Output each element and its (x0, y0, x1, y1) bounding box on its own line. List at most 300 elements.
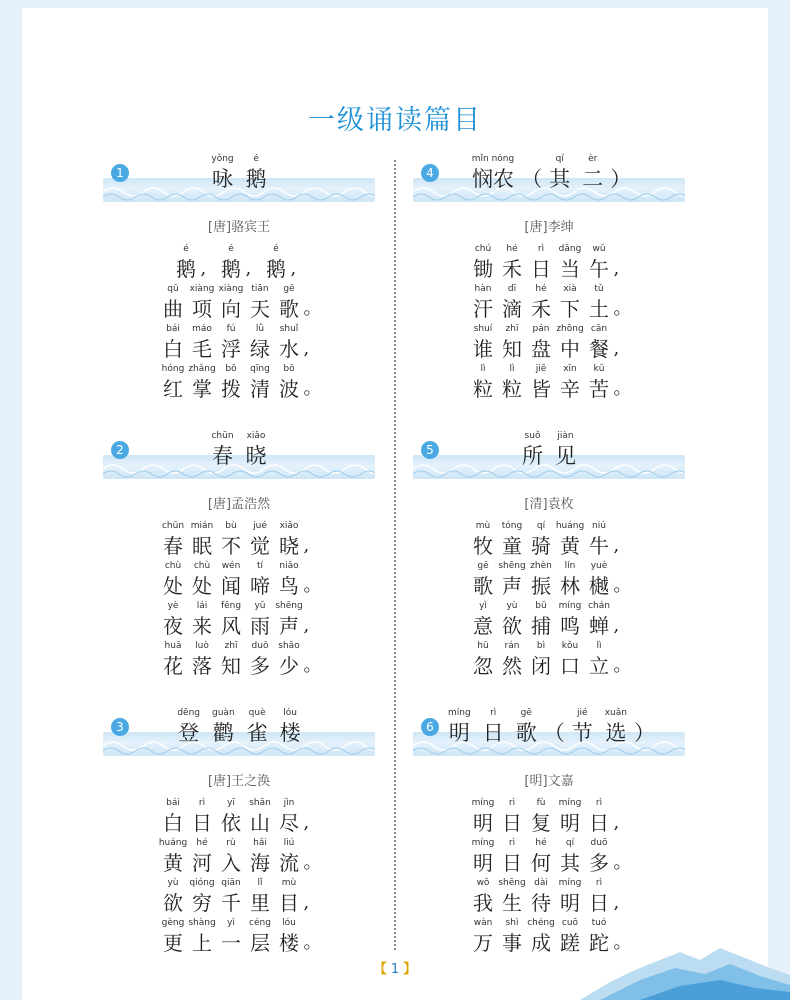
line-char (247, 876, 274, 916)
line-char (218, 242, 245, 282)
page-frame-right (768, 0, 790, 1000)
pinyin: mù (475, 521, 491, 531)
hanzi: 日 (192, 811, 212, 835)
bracket: ] (226, 497, 232, 512)
hanzi: 眠 (192, 534, 212, 558)
hanzi: 夜 (163, 614, 183, 638)
pinyin: lǐ (257, 878, 263, 888)
title-char (610, 152, 631, 192)
line-char (189, 876, 216, 916)
hanzi: 水 (279, 337, 299, 361)
page-number: 【 1 】 (373, 962, 417, 977)
line-char (528, 322, 555, 362)
line-char (470, 362, 497, 402)
line-char (557, 282, 584, 322)
hanzi: 穷 (192, 891, 212, 915)
pinyin: liú (283, 838, 295, 848)
pinyin: fù (536, 798, 546, 808)
pinyin: mǐn nóng (471, 154, 515, 164)
line-char (499, 519, 526, 559)
hanzi: 牧 (473, 534, 493, 558)
title-char (211, 429, 233, 469)
poem-title (448, 706, 655, 746)
pinyin: huā (164, 641, 182, 651)
hanzi: 鹅 (245, 167, 267, 191)
hanzi: 鸟 (279, 574, 299, 598)
pinyin: dài (534, 878, 548, 888)
line-char (160, 519, 187, 559)
pinyin: lái (196, 601, 208, 611)
line-char (276, 639, 303, 679)
hanzi: 二 (582, 167, 604, 191)
hanzi: 中 (560, 337, 580, 361)
pinyin: rù (226, 838, 236, 848)
hanzi: 知 (502, 337, 522, 361)
pinyin: chéng (527, 918, 555, 928)
punctuation: 。 (613, 575, 632, 596)
hanzi: 粒 (473, 377, 493, 401)
pinyin: wǔ (592, 244, 606, 254)
line-char (557, 796, 584, 836)
poem-line (103, 362, 375, 402)
line-char (276, 599, 303, 639)
hanzi: 土 (589, 297, 609, 321)
poem-line (413, 559, 685, 599)
hanzi: 向 (221, 297, 241, 321)
line-char (218, 639, 245, 679)
line-char (218, 796, 245, 836)
hanzi: 明 (473, 811, 493, 835)
line-char (218, 916, 245, 956)
pinyin: wàn (473, 918, 493, 928)
hanzi: ） (633, 721, 655, 745)
line-char (557, 639, 584, 679)
bracket: ] (542, 220, 548, 235)
line-char (276, 559, 303, 599)
punctuation: 。 (303, 378, 322, 399)
poem-line (413, 519, 685, 559)
hanzi: 立 (589, 654, 609, 678)
bracket: ] (226, 220, 232, 235)
title-char (516, 706, 537, 746)
line-char (218, 519, 245, 559)
line-char (276, 322, 303, 362)
hanzi: 浮 (221, 337, 241, 361)
punctuation: 。 (613, 932, 632, 953)
pinyin: wén (221, 561, 241, 571)
left-column (103, 152, 375, 983)
hanzi: 骑 (531, 534, 551, 558)
hanzi: ） (610, 167, 632, 191)
dynasty: 唐 (212, 774, 226, 789)
hanzi: 项 (192, 297, 212, 321)
hanzi: 其 (549, 167, 571, 191)
pinyin: jiàn (557, 431, 574, 441)
hanzi: 悯农 (472, 167, 514, 191)
pinyin: mián (190, 521, 214, 531)
title-char (246, 152, 267, 192)
bracket: [ (524, 497, 530, 512)
hanzi: 粒 (502, 377, 522, 401)
line-char (470, 876, 497, 916)
hanzi: 一 (221, 931, 241, 955)
punctuation: 。 (613, 298, 632, 319)
hanzi: 目 (279, 891, 299, 915)
punctuation: , (613, 812, 620, 833)
pinyin: qí (536, 521, 546, 531)
line-char (247, 282, 274, 322)
line-char (528, 836, 555, 876)
pinyin: chán (588, 601, 610, 611)
line-char (470, 796, 497, 836)
pinyin: rì (198, 798, 206, 808)
poem-author (103, 493, 375, 511)
hanzi: 歌 (473, 574, 493, 598)
hanzi: 事 (502, 931, 522, 955)
pinyin: niǎo (279, 561, 299, 571)
poem-title-band (413, 706, 685, 758)
hanzi: 海 (250, 851, 270, 875)
hanzi: 生 (502, 891, 522, 915)
hanzi: 节 (571, 721, 593, 745)
poem-line (103, 639, 375, 679)
line-char (276, 876, 303, 916)
poem-number-badge: 3 (111, 718, 129, 736)
pinyin: yì (479, 601, 487, 611)
pinyin: qióng (189, 878, 215, 888)
right-column (413, 152, 685, 983)
poem-line (413, 282, 685, 322)
poem-title-band (103, 706, 375, 758)
poem-number-badge: 2 (111, 441, 129, 459)
pinyin: qīng (250, 364, 270, 374)
line-char (247, 639, 274, 679)
hanzi: 童 (502, 534, 522, 558)
poem-card (103, 706, 375, 983)
pinyin: zhī (505, 324, 519, 334)
pinyin: lì (596, 641, 602, 651)
hanzi: 黄 (163, 851, 183, 875)
punctuation: , (303, 892, 310, 913)
hanzi: 红 (163, 377, 183, 401)
title-char (247, 706, 268, 746)
punctuation: 。 (613, 655, 632, 676)
title-char (544, 706, 565, 746)
pinyin: hóng (161, 364, 185, 374)
page-frame-left (0, 0, 22, 1000)
punctuation: , (303, 615, 310, 636)
pinyin: yè (167, 601, 179, 611)
hanzi: 欲 (163, 891, 183, 915)
pinyin: duō (590, 838, 608, 848)
pinyin: hé (535, 284, 547, 294)
hanzi: 歌 (515, 721, 537, 745)
poem-author (413, 770, 685, 788)
pinyin: lì (509, 364, 515, 374)
line-char (218, 876, 245, 916)
pinyin: bǔ (535, 601, 547, 611)
hanzi: 雨 (250, 614, 270, 638)
pinyin: kǔ (593, 364, 605, 374)
hanzi: 谁 (473, 337, 493, 361)
punctuation: 。 (303, 852, 322, 873)
line-char (247, 519, 274, 559)
punctuation: , (245, 258, 252, 279)
pinyin: shēng (498, 561, 526, 571)
hanzi: 所 (522, 444, 543, 468)
line-char (586, 362, 613, 402)
pinyin: shì (505, 918, 519, 928)
line-char (528, 282, 555, 322)
hanzi: 绿 (250, 337, 270, 361)
poem-line (103, 796, 375, 836)
line-char (528, 916, 555, 956)
punctuation: , (613, 535, 620, 556)
pinyin: míng (558, 878, 582, 888)
poem-line (413, 322, 685, 362)
hanzi: 蹉 (560, 931, 580, 955)
hanzi: 少 (279, 654, 299, 678)
hanzi: 楼 (279, 931, 299, 955)
hanzi: 其 (560, 851, 580, 875)
punctuation: , (200, 258, 207, 279)
pinyin: é (273, 244, 279, 254)
bracket: [ (207, 220, 213, 235)
poem-line (103, 836, 375, 876)
hanzi: 日 (589, 891, 609, 915)
pinyin: hū (477, 641, 489, 651)
hanzi: 白 (163, 337, 183, 361)
pinyin: rì (537, 244, 545, 254)
poem-line (413, 639, 685, 679)
hanzi: 闭 (531, 654, 551, 678)
pinyin: chūn (161, 521, 185, 531)
hanzi: 晓 (279, 534, 299, 558)
hanzi: 毛 (192, 337, 212, 361)
pinyin: tǔ (594, 284, 604, 294)
pinyin: èr (588, 154, 598, 164)
dynasty: 唐 (212, 220, 226, 235)
hanzi: 禾 (502, 257, 522, 281)
pinyin: qí (555, 154, 564, 164)
title-char (634, 706, 655, 746)
author-name: 袁枚 (547, 497, 574, 512)
hanzi: 觉 (250, 534, 270, 558)
dynasty: 唐 (212, 497, 226, 512)
pinyin: xià (563, 284, 577, 294)
line-char (470, 322, 497, 362)
poem-line (103, 876, 375, 916)
pinyin: hàn (474, 284, 492, 294)
poem-title (143, 429, 335, 469)
line-char (160, 639, 187, 679)
poem-line (103, 282, 375, 322)
pinyin: yǒng (211, 154, 234, 164)
line-char (276, 916, 303, 956)
pinyin: shān (249, 798, 271, 808)
poem-number-badge: 6 (421, 718, 439, 736)
title-char (522, 429, 543, 469)
hanzi: 日 (482, 721, 504, 745)
pinyin: lì (480, 364, 486, 374)
line-char (528, 519, 555, 559)
poem-line (413, 876, 685, 916)
line-char (470, 519, 497, 559)
line-char (586, 559, 613, 599)
pinyin: xiǎo (279, 521, 299, 531)
hanzi: 捕 (531, 614, 551, 638)
hanzi: 锄 (473, 257, 493, 281)
hanzi: 苦 (589, 377, 609, 401)
pinyin: lín (564, 561, 576, 571)
pinyin: chú (474, 244, 492, 254)
pinyin: chù (193, 561, 211, 571)
line-char (499, 876, 526, 916)
poem-line (413, 242, 685, 282)
hanzi: 成 (531, 931, 551, 955)
pinyin: tóng (501, 521, 523, 531)
poem-number-badge: 4 (421, 164, 439, 182)
pinyin: yǔ (254, 601, 266, 611)
title-char (448, 706, 471, 746)
hanzi: 多 (589, 851, 609, 875)
line-char (499, 242, 526, 282)
poem-line (413, 362, 685, 402)
punctuation: , (303, 535, 310, 556)
author-name: 李绅 (547, 220, 574, 235)
pinyin: zhǎng (188, 364, 216, 374)
line-char (189, 599, 216, 639)
line-char (276, 519, 303, 559)
pinyin: huáng (555, 521, 585, 531)
hanzi: 流 (279, 851, 299, 875)
page-frame-top (0, 0, 790, 8)
poem-line (103, 559, 375, 599)
line-char (499, 322, 526, 362)
bracket: ] (226, 774, 232, 789)
hanzi: 山 (250, 811, 270, 835)
title-char (521, 152, 542, 192)
poem-title-band (103, 429, 375, 481)
line-char (247, 796, 274, 836)
pinyin: dēng (177, 708, 201, 718)
title-char (211, 152, 233, 192)
bracket: [ (524, 220, 530, 235)
pinyin: bái (166, 324, 180, 334)
pinyin: é (253, 154, 259, 164)
line-char (470, 916, 497, 956)
hanzi: 里 (250, 891, 270, 915)
poem-title-band (103, 152, 375, 204)
pinyin: céng (249, 918, 271, 928)
pinyin: míng (558, 601, 582, 611)
poem-card (413, 152, 685, 429)
poem-author (413, 493, 685, 511)
pinyin: rán (504, 641, 520, 651)
author-name: 文嘉 (547, 774, 574, 789)
line-char (247, 916, 274, 956)
hanzi: 楼 (279, 721, 301, 745)
hanzi: 不 (221, 534, 241, 558)
poem-lines (103, 519, 375, 679)
hanzi: 河 (192, 851, 212, 875)
hanzi: 鹅 (221, 257, 241, 281)
hanzi: 万 (473, 931, 493, 955)
hanzi: 汗 (473, 297, 493, 321)
mountain-illustration (580, 930, 790, 1000)
line-char (160, 796, 187, 836)
line-char (557, 559, 584, 599)
hanzi: 咏 (212, 167, 233, 191)
author-name: 孟浩然 (231, 497, 271, 512)
line-char (160, 916, 187, 956)
bracket: ] (542, 774, 548, 789)
pinyin: é (183, 244, 189, 254)
poem-line (103, 599, 375, 639)
page-number-value: 1 (390, 962, 400, 977)
pinyin: suǒ (524, 431, 541, 441)
hanzi: 拨 (221, 377, 241, 401)
hanzi: 复 (531, 811, 551, 835)
column-divider (394, 160, 396, 950)
line-char (247, 559, 274, 599)
hanzi: 闻 (221, 574, 241, 598)
hanzi: 何 (531, 851, 551, 875)
pinyin: dāng (558, 244, 582, 254)
bracket: ] (542, 497, 548, 512)
hanzi: 意 (473, 614, 493, 638)
pinyin: hǎi (253, 838, 267, 848)
line-char (189, 836, 216, 876)
hanzi: 待 (531, 891, 551, 915)
hanzi: 处 (163, 574, 183, 598)
pinyin: shǎo (278, 641, 300, 651)
hanzi: 下 (560, 297, 580, 321)
hanzi: 选 (605, 721, 627, 745)
hanzi: 啼 (250, 574, 270, 598)
hanzi: 落 (192, 654, 212, 678)
pinyin: pán (532, 324, 550, 334)
poem-lines (103, 242, 375, 402)
poem-author (103, 770, 375, 788)
pinyin: gē (283, 284, 295, 294)
poem-line (103, 242, 375, 282)
line-char (160, 836, 187, 876)
line-char (528, 362, 555, 402)
poem-lines (103, 796, 375, 956)
pinyin: jué (253, 521, 267, 531)
pinyin: fú (226, 324, 236, 334)
hanzi: 掌 (192, 377, 212, 401)
line-char (557, 599, 584, 639)
hanzi: 牛 (589, 534, 609, 558)
pinyin: máo (192, 324, 212, 334)
pinyin: qiān (221, 878, 241, 888)
poem-author (413, 216, 685, 234)
line-char (218, 322, 245, 362)
line-char (557, 519, 584, 559)
hanzi: 风 (221, 614, 241, 638)
pinyin: cuō (561, 918, 579, 928)
line-char (586, 242, 613, 282)
poem-lines (413, 519, 685, 679)
pinyin: rì (508, 838, 516, 848)
punctuation: , (613, 892, 620, 913)
hanzi: 春 (163, 534, 183, 558)
line-char (499, 836, 526, 876)
pinyin: qū (167, 284, 179, 294)
pinyin: rì (490, 708, 497, 718)
